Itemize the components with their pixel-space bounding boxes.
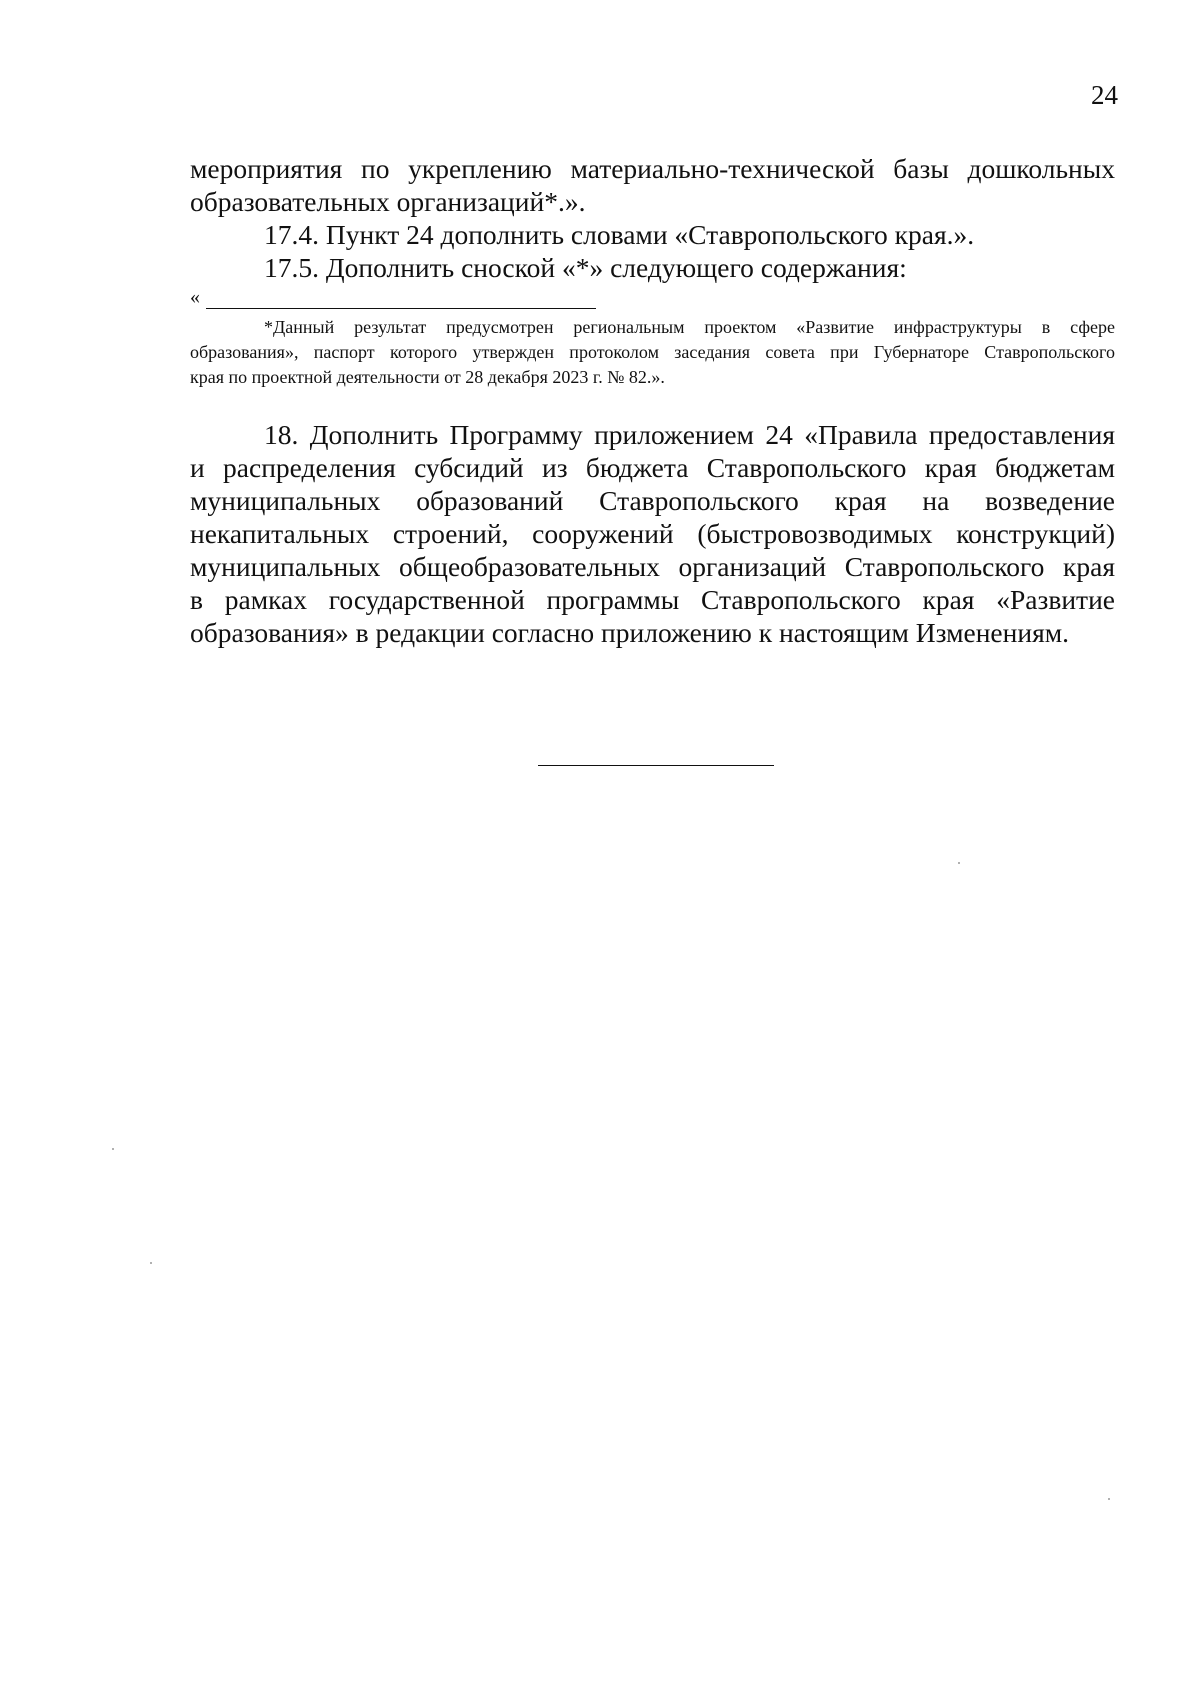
scan-speck [112, 1148, 114, 1150]
scan-speck [150, 1262, 152, 1264]
footnote-separator-line [206, 308, 596, 309]
p18-line-2: и распределения субсидий из бюджета Ставропольского края бюджетам [190, 452, 1115, 483]
footnote-line-3: края по проектной деятельности от 28 декабря 2023 г. № 82.». [190, 367, 665, 387]
p18-line-3: муниципальных образований Ставропольского края на возведение [190, 485, 1115, 516]
item-17-5 [190, 251, 1115, 284]
end-of-document-rule [538, 765, 774, 766]
scan-speck [958, 862, 960, 864]
intro-paragraph [190, 152, 1115, 218]
item-17-5-text: 17.5. Дополнить сноской «*» следующего содержания: [264, 252, 907, 283]
p18-line-7: образования» в редакции согласно приложению к настоящим Изменениям. [190, 617, 1069, 648]
item-17-4 [190, 218, 1115, 251]
intro-line-2: образовательных организаций*.». [190, 186, 586, 217]
scan-speck [1108, 1498, 1110, 1500]
page-number: 24 [1091, 80, 1118, 110]
footnote-line-2: образования», паспорт которого утвержден протоколом заседания совета при Губернаторе Ставропольского [190, 342, 1115, 362]
footnote-line-1: *Данный результат предусмотрен региональным проектом «Развитие инфраструктуры в сфере [264, 317, 1115, 337]
footnote-open-quote: « [190, 286, 200, 308]
item-17-4-text: 17.4. Пункт 24 дополнить словами «Ставропольского края.». [264, 219, 975, 250]
p18-line-5: муниципальных общеобразовательных организаций Ставропольского края [190, 551, 1115, 582]
p18-line-6: в рамках государственной программы Ставропольского края «Развитие [190, 584, 1115, 615]
paragraph-18 [190, 418, 1115, 649]
p18-line-4: некапитальных строений, сооружений (быстровозводимых конструкций) [190, 518, 1115, 549]
p18-line-1: 18. Дополнить Программу приложением 24 «Правила предоставления [264, 419, 1115, 450]
footnote-block [190, 315, 1115, 390]
intro-line-1: мероприятия по укреплению материально-технической базы дошкольных [190, 153, 1115, 184]
